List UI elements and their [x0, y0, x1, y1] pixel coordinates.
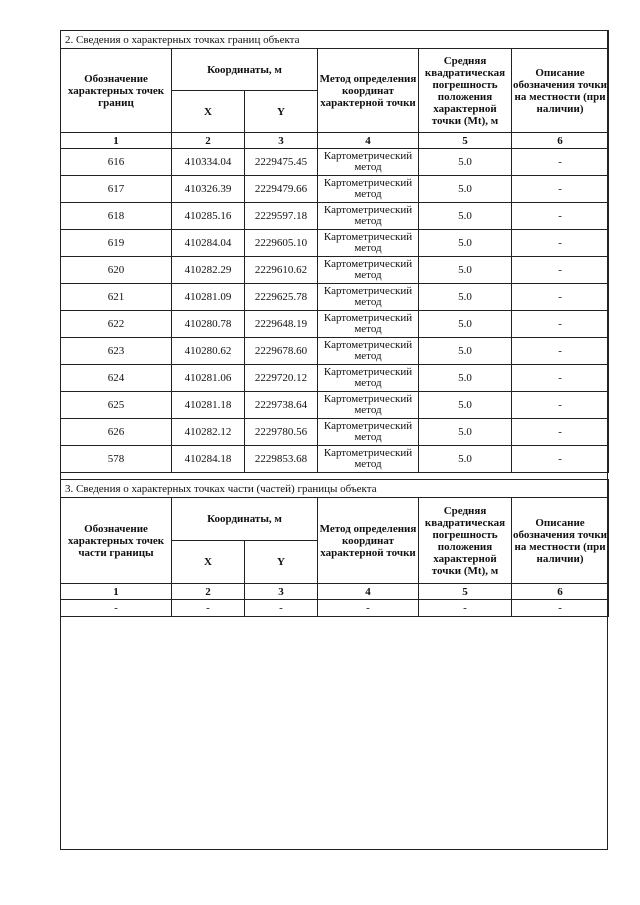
- point-id: 620: [61, 257, 172, 284]
- description-cell: -: [512, 284, 609, 311]
- header-method: Метод определения координат характерной точки: [318, 498, 419, 584]
- header-y: Y: [245, 91, 318, 133]
- table-row: [61, 600, 609, 617]
- header-coordinates: Координаты, м: [172, 49, 318, 91]
- coord-y: 2229678.60: [245, 338, 318, 365]
- table-row: [61, 176, 609, 203]
- header-coordinates: Координаты, м: [172, 498, 318, 541]
- accuracy-cell: 5.0: [419, 392, 512, 419]
- table-row: [61, 230, 609, 257]
- accuracy-cell: 5.0: [419, 338, 512, 365]
- table-row: [61, 203, 609, 230]
- description-cell: -: [512, 338, 609, 365]
- coord-x: 410280.78: [172, 311, 245, 338]
- coord-x: 410334.04: [172, 149, 245, 176]
- coord-x: 410282.12: [172, 419, 245, 446]
- point-id: -: [61, 600, 172, 617]
- coord-x: 410282.29: [172, 257, 245, 284]
- column-number: 5: [419, 133, 512, 149]
- point-id: 619: [61, 230, 172, 257]
- accuracy-cell: 5.0: [419, 419, 512, 446]
- header-designation: Обозначение характерных точек части границы: [61, 498, 172, 584]
- coord-y: 2229475.45: [245, 149, 318, 176]
- coord-x: 410281.09: [172, 284, 245, 311]
- coord-y: -: [245, 600, 318, 617]
- coord-y: 2229853.68: [245, 446, 318, 473]
- section-title: 3. Сведения о характерных точках части (частей) границы объекта: [61, 480, 609, 498]
- accuracy-cell: 5.0: [419, 311, 512, 338]
- description-cell: -: [512, 149, 609, 176]
- point-id: 621: [61, 284, 172, 311]
- method-cell: Картометрический метод: [318, 149, 419, 176]
- accuracy-cell: 5.0: [419, 176, 512, 203]
- coord-x: 410284.04: [172, 230, 245, 257]
- description-cell: -: [512, 257, 609, 284]
- table-row: [61, 257, 609, 284]
- column-number: 3: [245, 584, 318, 600]
- description-cell: -: [512, 600, 609, 617]
- column-number: 5: [419, 584, 512, 600]
- header-description: Описание обозначения точки на местности (при наличии): [512, 49, 609, 133]
- coord-y: 2229625.78: [245, 284, 318, 311]
- coord-y: 2229780.56: [245, 419, 318, 446]
- description-cell: -: [512, 419, 609, 446]
- method-cell: Картометрический метод: [318, 419, 419, 446]
- table-row: [61, 149, 609, 176]
- section-title: 2. Сведения о характерных точках границ объекта: [61, 31, 609, 49]
- column-number: 4: [318, 133, 419, 149]
- table-row: [61, 284, 609, 311]
- header-method: Метод определения координат характерной точки: [318, 49, 419, 133]
- method-cell: -: [318, 600, 419, 617]
- coord-x: 410281.18: [172, 392, 245, 419]
- point-id: 624: [61, 365, 172, 392]
- description-cell: -: [512, 392, 609, 419]
- header-designation: Обозначение характерных точек границ: [61, 49, 172, 133]
- point-id: 618: [61, 203, 172, 230]
- description-cell: -: [512, 365, 609, 392]
- header-y: Y: [245, 541, 318, 584]
- method-cell: Картометрический метод: [318, 446, 419, 473]
- coord-x: -: [172, 600, 245, 617]
- accuracy-cell: 5.0: [419, 446, 512, 473]
- column-number: 3: [245, 133, 318, 149]
- description-cell: -: [512, 230, 609, 257]
- table-row: [61, 338, 609, 365]
- method-cell: Картометрический метод: [318, 230, 419, 257]
- coord-y: 2229720.12: [245, 365, 318, 392]
- header-accuracy: Средняя квадратическая погрешность положения характерной точки (Mt), м: [419, 498, 512, 584]
- coord-y: 2229738.64: [245, 392, 318, 419]
- method-cell: Картометрический метод: [318, 176, 419, 203]
- method-cell: Картометрический метод: [318, 284, 419, 311]
- boundary-points-table: [60, 30, 609, 473]
- point-id: 626: [61, 419, 172, 446]
- table-row: [61, 392, 609, 419]
- description-cell: -: [512, 446, 609, 473]
- accuracy-cell: 5.0: [419, 257, 512, 284]
- column-number: 4: [318, 584, 419, 600]
- column-number: 1: [61, 133, 172, 149]
- coord-x: 410326.39: [172, 176, 245, 203]
- column-number: 1: [61, 584, 172, 600]
- table-row: [61, 365, 609, 392]
- accuracy-cell: 5.0: [419, 365, 512, 392]
- point-id: 616: [61, 149, 172, 176]
- description-cell: -: [512, 203, 609, 230]
- column-number: 2: [172, 133, 245, 149]
- column-number: 2: [172, 584, 245, 600]
- header-x: X: [172, 91, 245, 133]
- header-x: X: [172, 541, 245, 584]
- header-accuracy: Средняя квадратическая погрешность положения характерной точки (Mt), м: [419, 49, 512, 133]
- point-id: 625: [61, 392, 172, 419]
- point-id: 622: [61, 311, 172, 338]
- coord-x: 410281.06: [172, 365, 245, 392]
- table-row: [61, 446, 609, 473]
- method-cell: Картометрический метод: [318, 365, 419, 392]
- table-row: [61, 419, 609, 446]
- coord-y: 2229597.18: [245, 203, 318, 230]
- method-cell: Картометрический метод: [318, 257, 419, 284]
- method-cell: Картометрический метод: [318, 203, 419, 230]
- table-row: [61, 311, 609, 338]
- accuracy-cell: 5.0: [419, 230, 512, 257]
- column-number: 6: [512, 584, 609, 600]
- header-description: Описание обозначения точки на местности (при наличии): [512, 498, 609, 584]
- method-cell: Картометрический метод: [318, 392, 419, 419]
- coord-y: 2229648.19: [245, 311, 318, 338]
- accuracy-cell: 5.0: [419, 149, 512, 176]
- point-id: 578: [61, 446, 172, 473]
- coord-x: 410285.16: [172, 203, 245, 230]
- coord-x: 410280.62: [172, 338, 245, 365]
- description-cell: -: [512, 311, 609, 338]
- accuracy-cell: 5.0: [419, 284, 512, 311]
- coord-y: 2229610.62: [245, 257, 318, 284]
- coord-y: 2229605.10: [245, 230, 318, 257]
- part-boundary-points-table: [60, 479, 609, 617]
- description-cell: -: [512, 176, 609, 203]
- column-number: 6: [512, 133, 609, 149]
- coord-y: 2229479.66: [245, 176, 318, 203]
- coord-x: 410284.18: [172, 446, 245, 473]
- method-cell: Картометрический метод: [318, 338, 419, 365]
- method-cell: Картометрический метод: [318, 311, 419, 338]
- point-id: 623: [61, 338, 172, 365]
- accuracy-cell: -: [419, 600, 512, 617]
- point-id: 617: [61, 176, 172, 203]
- accuracy-cell: 5.0: [419, 203, 512, 230]
